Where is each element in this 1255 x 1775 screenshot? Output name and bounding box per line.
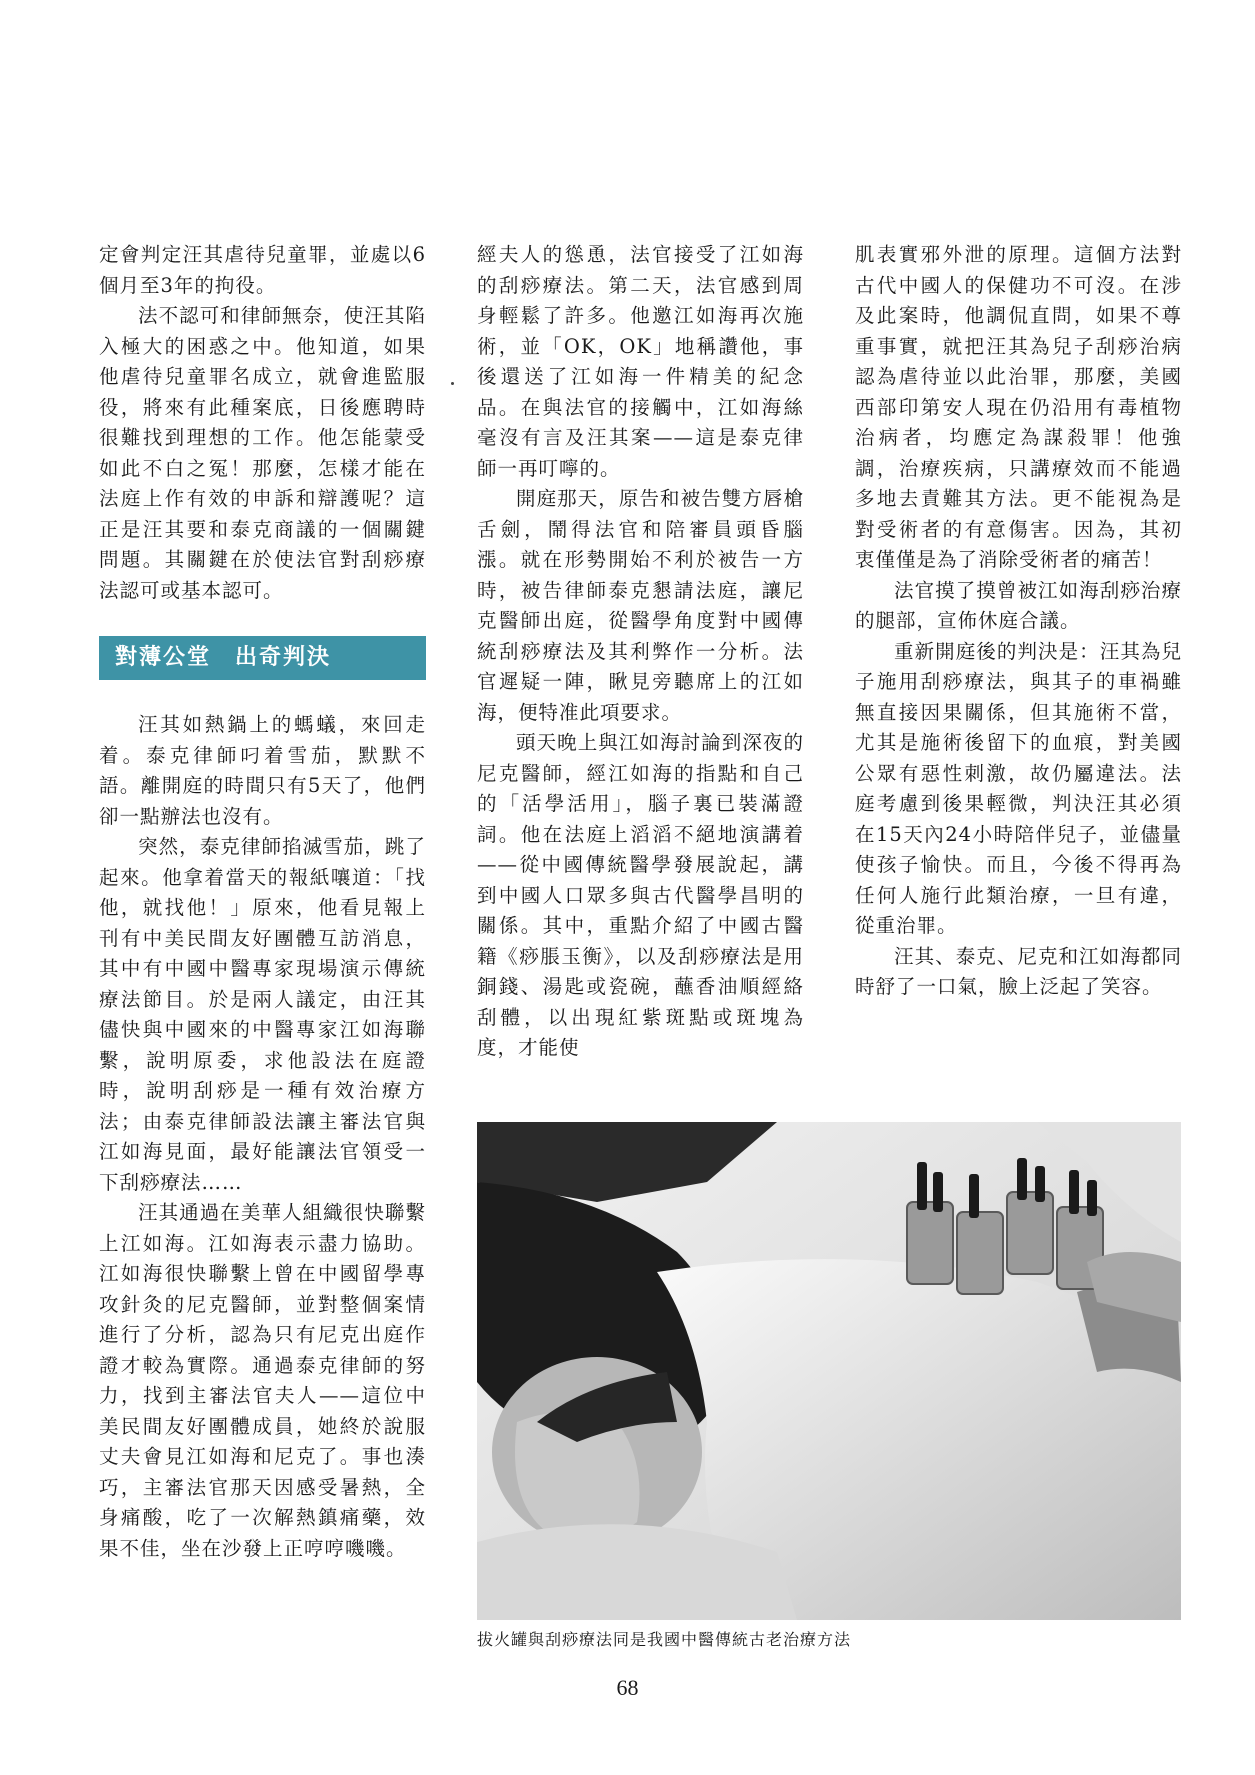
photo-caption: 拔火罐與刮痧療法同是我國中醫傳統古老治療方法: [477, 1630, 852, 1649]
photo-illustration: [477, 1122, 1181, 1620]
page-number: 68: [616, 1675, 639, 1700]
paragraph: 汪其如熱鍋上的螞蟻，來回走着。泰克律師叼着雪茄，默默不語。離開庭的時間只有5天了，他們卻一點辦法也沒有。: [99, 713, 426, 828]
paragraph: 汪其通過在美華人組織很快聯繫上江如海。江如海表示盡力協助。江如海很快聯繫上曾在中國留學專攻針灸的尼克醫師，並對整個案情進行了分析，認為只有尼克出庭作證才較為實際。通過泰克律師的努力，找到主審法官夫人——這位中美民間友好團體成員，她終於說服丈夫會見江如海和尼克了。事也湊巧，主審法官那天因感受暑熱，全身痛酸，吃了一次解熱鎮痛藥，效果不佳，坐在沙發上正哼哼嘰嘰。: [99, 1201, 426, 1560]
paragraph: 法官摸了摸曾被江如海刮痧治療的腿部，宣佈休庭合議。: [855, 578, 1182, 632]
text-column-3: [855, 240, 1182, 1003]
text-column-1: [99, 240, 426, 1564]
paragraph: 突然，泰克律師掐滅雪茄，跳了起來。他拿着當天的報紙嚷道：「找他，就找他！」原來，他看見報上刊有中美民間友好團體互訪消息，其中有中國中醫專家現場演示傳統療法節目。於是兩人議定，由汪其儘快與中國來的中醫專家江如海聯繫，說明原委，求他設法在庭證時，說明刮痧是一種有效治療方法；由泰克律師設法讓主審法官與江如海見面，最好能讓法官領受一下刮痧療法……: [99, 835, 426, 1194]
paragraph: 法不認可和律師無奈，使汪其陷入極大的困惑之中。他知道，如果他虐待兒童罪名成立，就會進監服役，將來有此種案底，日後應聘時很難找到理想的工作。他怎能蒙受如此不白之冤！那麼，怎樣才能在法庭上作有效的申訴和辯護呢？這正是汪其要和泰克商議的一個關鍵問題。其關鍵在於使法官對刮痧療法認可或基本認可。: [99, 304, 426, 602]
paragraph: 頭天晚上與江如海討論到深夜的尼克醫師，經江如海的指點和自己的「活學活用」，腦子裏已裝滿證詞。他在法庭上滔滔不絕地演講着——從中國傳統醫學發展說起，講到中國人口眾多與古代醫學昌明的關係。其中，重點介紹了中國古醫籍《痧脹玉衡》，以及刮痧療法是用銅錢、湯匙或瓷碗，蘸香油順經絡刮體，以出現紅紫斑點或斑塊為度，才能使: [477, 731, 804, 1059]
section-heading: 對薄公堂 出奇判決: [99, 636, 426, 680]
paragraph: 開庭那天，原告和被告雙方唇槍舌劍，鬧得法官和陪審員頭昏腦漲。就在形勢開始不利於被告一方時，被告律師泰克懇請法庭，讓尼克醫師出庭，從醫學角度對中國傳統刮痧療法及其利弊作一分析。法官遲疑一陣，瞅見旁聽席上的江如海，便特准此項要求。: [477, 487, 804, 724]
cupping-therapy-photo: [477, 1122, 1181, 1620]
paragraph: 汪其、泰克、尼克和江如海都同時舒了一口氣，臉上泛起了笑容。: [855, 944, 1182, 998]
text-column-2: [477, 240, 804, 1064]
paragraph: 肌表實邪外泄的原理。這個方法對古代中國人的保健功不可沒。在涉及此案時，他調侃直問，如果不尊重事實，就把汪其為兒子刮痧治病認為虐待並以此治罪，那麼，美國西部印第安人現在仍沿用有毒植物治病者，均應定為謀殺罪！他強調，治療疾病，只講療效而不能過多地去責難其方法。更不能視為是對受術者的有意傷害。因為，其初衷僅僅是為了消除受術者的痛苦！: [855, 243, 1182, 571]
paragraph: 定會判定汪其虐待兒童罪，並處以6個月至3年的拘役。: [99, 243, 426, 297]
print-speck: [451, 382, 454, 385]
paragraph: 經夫人的慫恿，法官接受了江如海的刮痧療法。第二天，法官感到周身輕鬆了許多。他邀江如海再次施術，並「OK，OK」地稱讚他，事後還送了江如海一件精美的紀念品。在與法官的接觸中，江如海絲毫沒有言及汪其案——這是泰克律師一再叮嚀的。: [477, 243, 804, 480]
paragraph: 重新開庭後的判決是：汪其為兒子施用刮痧療法，與其子的車禍雖無直接因果關係，但其施術不當，尤其是施術後留下的血痕，對美國公眾有惡性刺激，故仍屬違法。法庭考慮到後果輕微，判決汪其必須在15天內24小時陪伴兒子，並儘量使孩子愉快。而且，今後不得再為任何人施行此類治療，一旦有違，從重治罪。: [855, 639, 1182, 937]
